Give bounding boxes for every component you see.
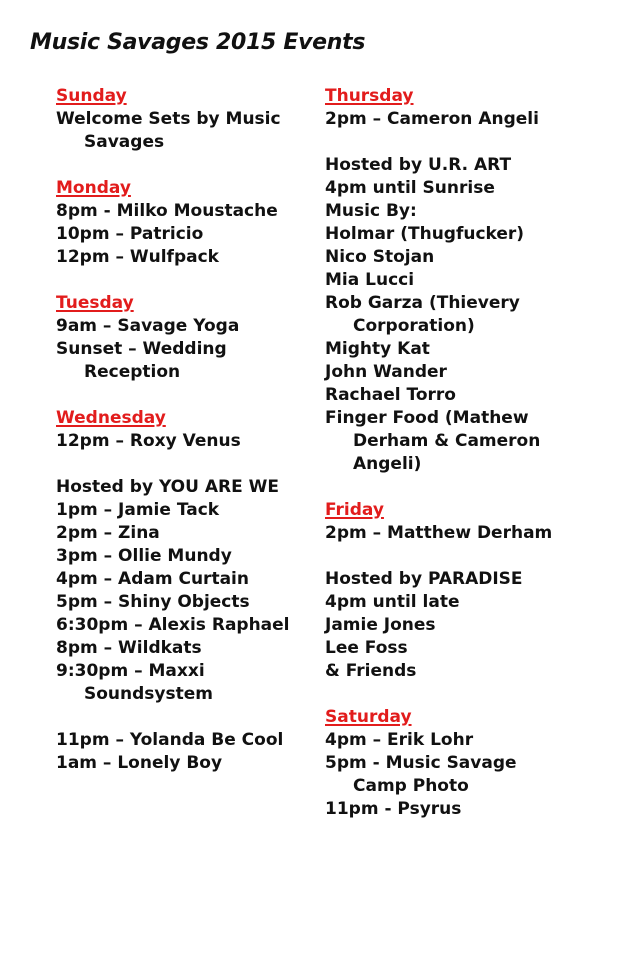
event-line: 10pm – Patricio	[56, 224, 204, 244]
artist-line: Rob Garza (Thievery Corporation)	[325, 293, 520, 336]
event-line: 5pm – Shiny Objects	[56, 592, 250, 612]
spacer	[56, 384, 301, 407]
spacer	[56, 453, 301, 476]
artist-line: John Wander	[325, 362, 447, 382]
day-heading-monday: Monday	[56, 178, 131, 198]
spacer	[56, 269, 301, 292]
artist-line: Finger Food (Mathew Derham & Cameron Angeli)	[325, 408, 541, 474]
host-line: Hosted by PARADISE	[325, 569, 523, 589]
spacer	[325, 545, 575, 568]
spacer	[56, 706, 301, 729]
event-line: 8pm - Milko Moustache	[56, 201, 278, 221]
schedule-column-right	[325, 85, 575, 821]
artist-line: Nico Stojan	[325, 247, 435, 267]
event-line: 8pm – Wildkats	[56, 638, 202, 658]
artist-line: Lee Foss	[325, 638, 408, 658]
spacer	[325, 476, 575, 499]
page-title: Music Savages 2015 Events	[30, 30, 366, 55]
event-line: 12pm – Roxy Venus	[56, 431, 241, 451]
spacer	[56, 154, 301, 177]
event-line: 2pm – Zina	[56, 523, 160, 543]
artist-line: Jamie Jones	[325, 615, 436, 635]
event-line: 4pm until late	[325, 592, 460, 612]
spacer	[325, 131, 575, 154]
event-line: 4pm – Erik Lohr	[325, 730, 474, 750]
day-heading-wednesday: Wednesday	[56, 408, 166, 428]
event-line: 5pm - Music Savage Camp Photo	[325, 753, 517, 796]
event-line: 2pm – Cameron Angeli	[325, 109, 539, 129]
artist-line: Holmar (Thugfucker)	[325, 224, 525, 244]
event-line: 11pm - Psyrus	[325, 799, 462, 819]
event-line: 2pm – Matthew Derham	[325, 523, 553, 543]
event-line: 1am – Lonely Boy	[56, 753, 223, 773]
spacer	[325, 683, 575, 706]
event-line: 6:30pm – Alexis Raphael	[56, 615, 290, 635]
event-line: 4pm – Adam Curtain	[56, 569, 249, 589]
day-heading-thursday: Thursday	[325, 86, 414, 106]
event-line: 12pm – Wulfpack	[56, 247, 219, 267]
event-line: Sunset – Wedding Reception	[56, 339, 227, 382]
event-line: 9am – Savage Yoga	[56, 316, 240, 336]
artist-line: & Friends	[325, 661, 417, 681]
day-heading-sunday: Sunday	[56, 86, 127, 106]
day-heading-saturday: Saturday	[325, 707, 412, 727]
schedule-column-left	[56, 85, 301, 775]
event-line: Music By:	[325, 201, 417, 221]
day-heading-tuesday: Tuesday	[56, 293, 134, 313]
event-line: 11pm – Yolanda Be Cool	[56, 730, 284, 750]
artist-line: Mia Lucci	[325, 270, 415, 290]
event-line: 3pm – Ollie Mundy	[56, 546, 232, 566]
artist-line: Rachael Torro	[325, 385, 456, 405]
event-line: 4pm until Sunrise	[325, 178, 495, 198]
event-line: Welcome Sets by Music Savages	[56, 109, 281, 152]
day-heading-friday: Friday	[325, 500, 384, 520]
artist-line: Mighty Kat	[325, 339, 430, 359]
host-line: Hosted by U.R. ART	[325, 155, 512, 175]
event-line: 1pm – Jamie Tack	[56, 500, 220, 520]
host-line: Hosted by YOU ARE WE	[56, 477, 279, 497]
event-line: 9:30pm – Maxxi Soundsystem	[56, 661, 213, 704]
